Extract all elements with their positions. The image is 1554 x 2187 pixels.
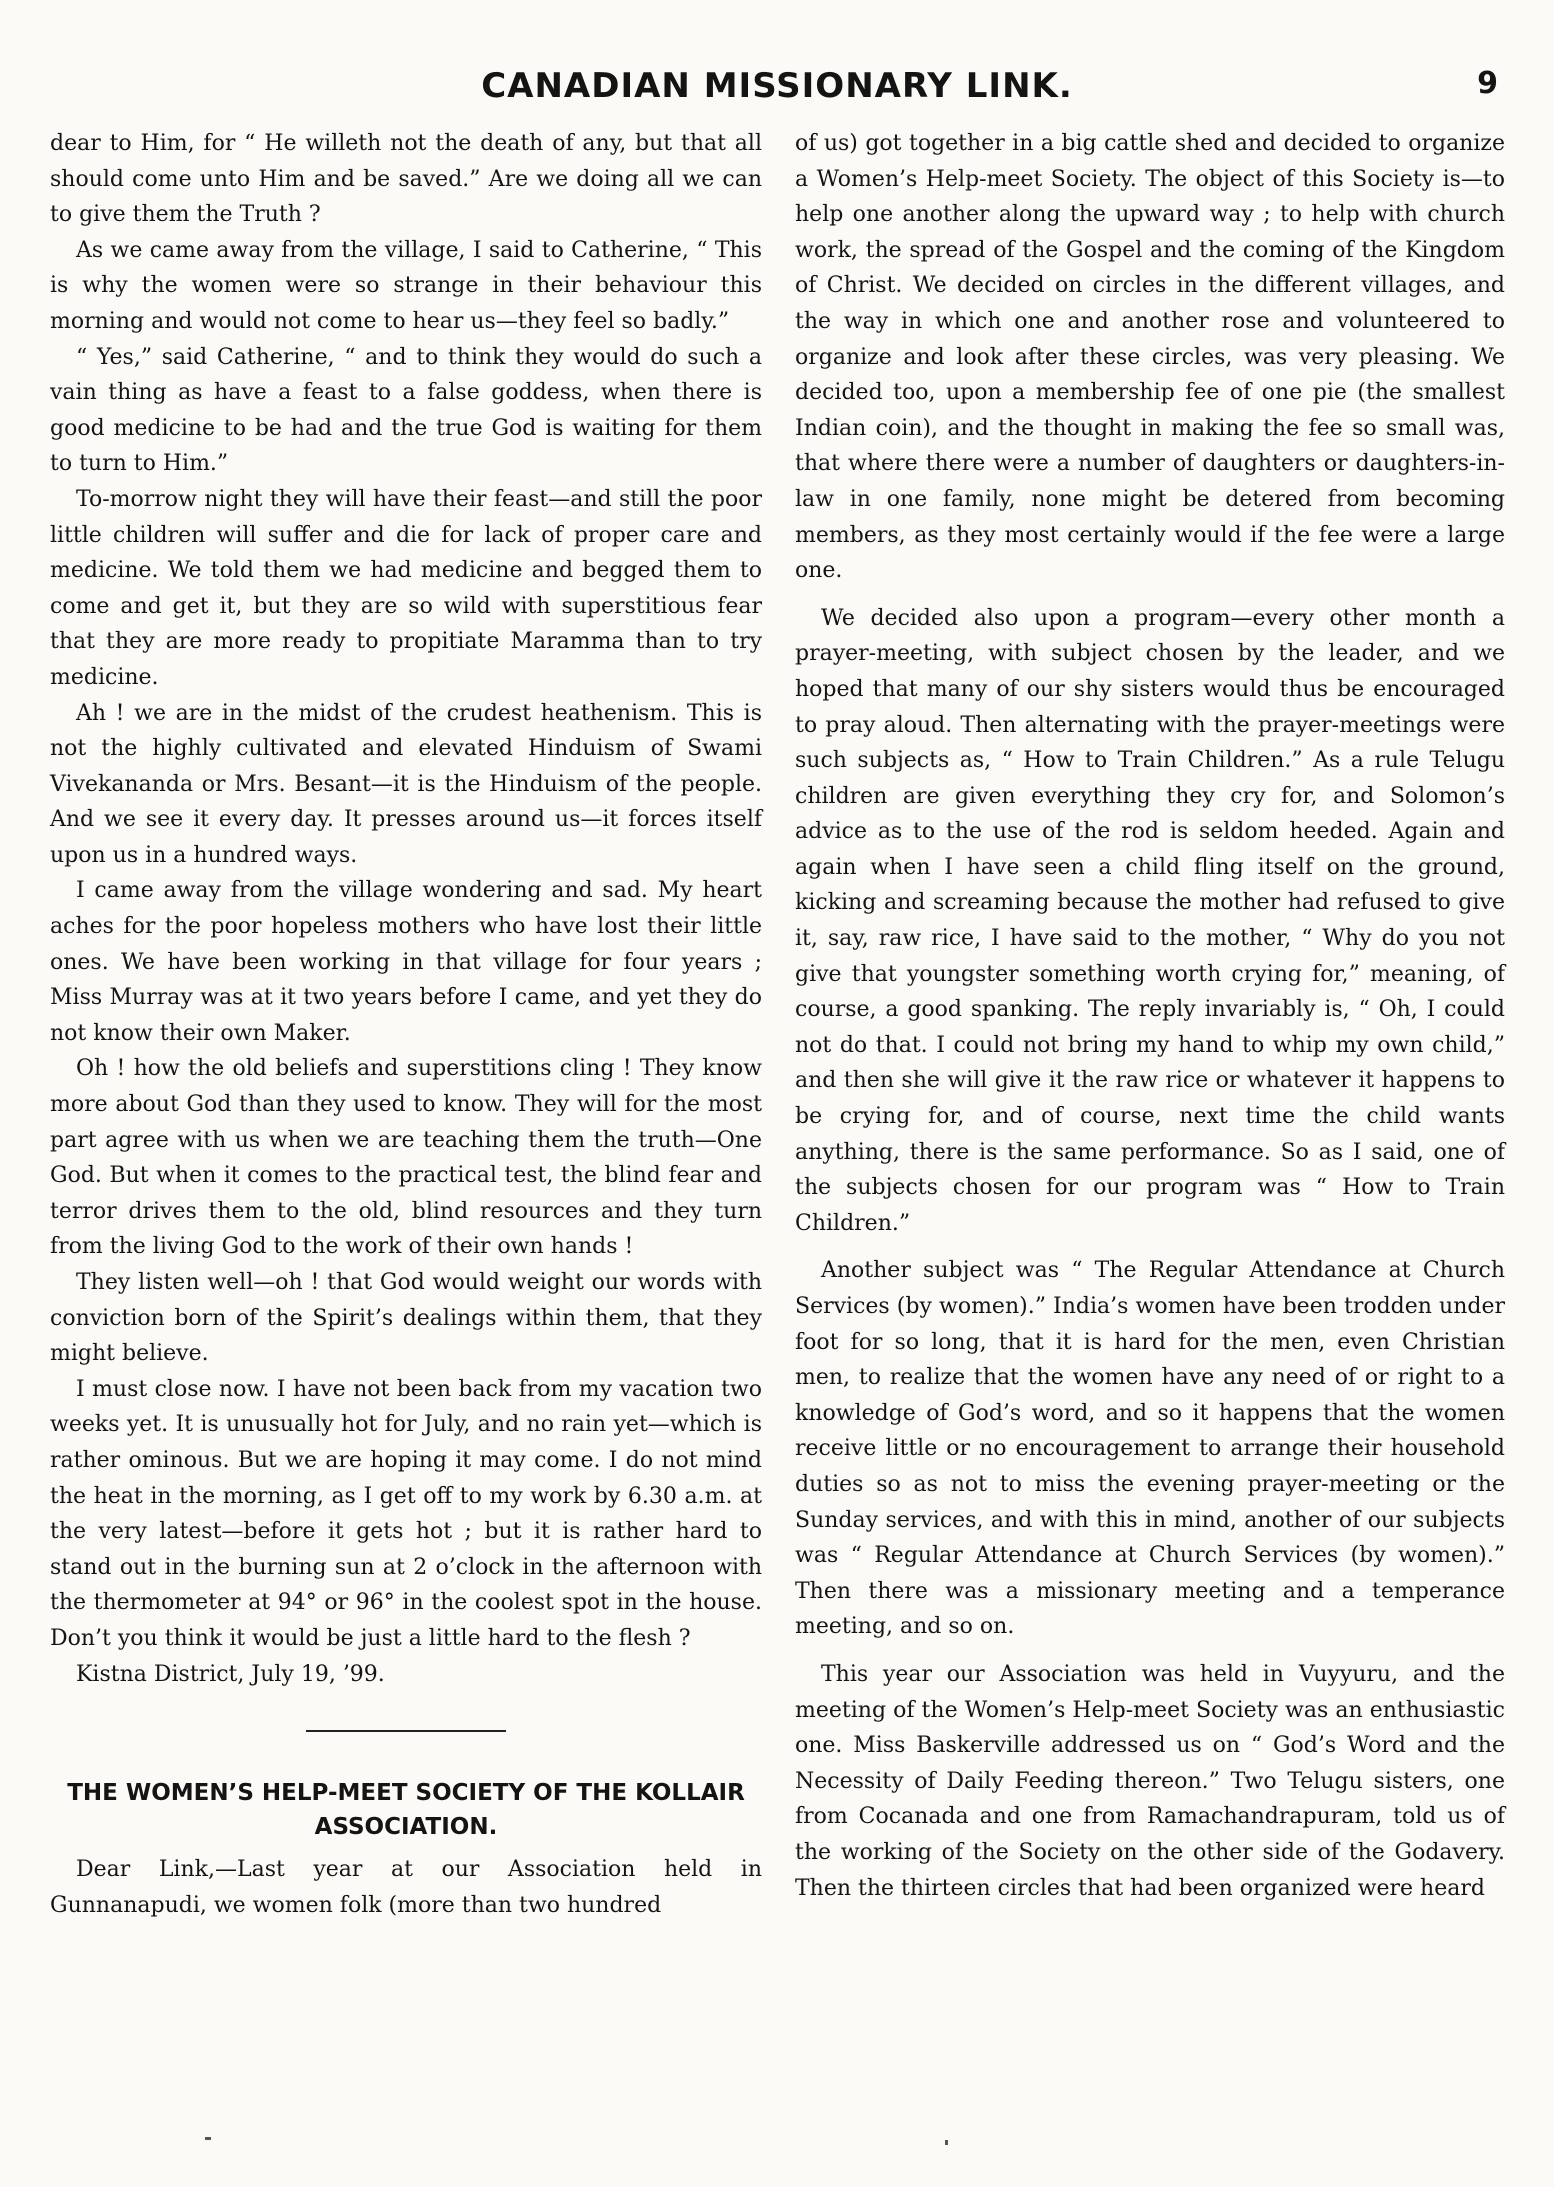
paragraph: I must close now. I have not been back from my vacation two weeks yet. It is unusually hot for July, and no rain yet—which is rather ominous. But we are hoping it may come. I do not mind the heat in the morning, as I get off to my work by 6.30 a.m. at the very latest—before it gets hot ; but it is rather hard to stand out in the burning sun at 2 o’clock in the afternoon with the thermometer at 94° or 96° in the coolest spot in the house. Don’t you think it would be just a little hard to the flesh ? — [50, 1376, 762, 1651]
section-divider — [306, 1730, 506, 1732]
paragraph: Oh ! how the old beliefs and superstitions cling ! They know more about God than they used to know. They will for the most part agree with us when we are teaching them the truth—One God. But when it comes to the practical test, the blind fear and terror drives them to the old, blind resources and they turn from the living God to the work of their own hands ! — [50, 1056, 762, 1260]
paragraph: of us) got together in a big cattle shed and decided to organize a Women’s Help-meet Society. The object of this Society is—to help one another along the upward way ; to help with church work, the spread of the Gospel and the coming of the Kingdom of Christ. We decided on circles in the different villages, and the way in which one and another rose and volunteered to organize and look after these circles, was very pleasing. We decided too, upon a membership fee of one pie (the smallest Indian coin), and the thought in making the fee so small was, that where there were a number of daughters or daughters-in-law in one family, none might be detered from becoming members, as they most certainly would if the fee were a large one. — [795, 131, 1505, 584]
print-speck — [205, 2137, 211, 2140]
paragraph: I came away from the village wondering and sad. My heart aches for the poor hopeless mothers who have lost their little ones. We have been working in that village for four years ; Miss Murray was at it two years before I came, and yet they do not know their own Maker. — [50, 878, 762, 1046]
paragraph: Dear Link,—Last year at our Association held in Gunnanapudi, we women folk (more than two hundred — [50, 1857, 762, 1918]
right-column — [795, 126, 1505, 1906]
page-number: 9 — [1477, 66, 1498, 101]
dateline-signature: Kistna District, July 19, ’99. — [76, 1661, 385, 1687]
paragraph: “ Yes,” said Catherine, “ and to think they would do such a vain thing as have a feast to a false goddess, when there is good medicine to be had and the true God is waiting for them to turn to Him.” — [50, 344, 762, 477]
section-heading: THE WOMEN’S HELP-MEET SOCIETY OF THE KOLLAIR ASSOCIATION. — [67, 1780, 745, 1841]
masthead — [0, 66, 1554, 110]
print-speck — [945, 2140, 948, 2145]
paragraph: We decided also upon a program—every other month a prayer-meeting, with subject chosen by the leader, and we hoped that many of our shy sisters would thus be encouraged to pray aloud. Then alternating with the prayer-meetings were such subjects as, “ How to Train Children.” As a rule Telugu children are given everything they cry for, and Solomon’s advice as to the use of the rod is seldom heeded. Again and again when I have seen a child fling itself on the ground, kicking and screaming because the mother had refused to give it, say, raw rice, I have said to the mother, “ Why do you not give that youngster something worth crying for,” meaning, of course, a good spanking. The reply invariably is, “ Oh, I could not do that. I could not bring my hand to whip my own child,” and then she will give it the raw rice or whatever it happens to be crying for, and of course, next time the child wants anything, there is the same performance. So as I said, one of the subjects chosen for our program was “ How to Train Children.” — [795, 605, 1505, 1236]
paragraph: Ah ! we are in the midst of the crudest heathenism. This is not the highly cultivated and elevated Hinduism of Swami Vivekananda or Mrs. Besant—it is the Hinduism of the people. And we see it every day. It presses around us—it forces itself upon us in a hundred ways. — [50, 700, 762, 868]
publication-title: CANADIAN MISSIONARY LINK. — [481, 66, 1073, 106]
paragraph: dear to Him, for “ He willeth not the death of any, but that all should come unto Him and be saved.” Are we doing all we can to give them the Truth ? — [50, 131, 762, 228]
left-column — [50, 126, 762, 1923]
paragraph: They listen well—oh ! that God would weight our words with conviction born of the Spirit’s dealings within them, that they might believe. — [50, 1270, 762, 1367]
paragraph: To-morrow night they will have their feast—and still the poor little children will suffer and die for lack of proper care and medicine. We told them we had medicine and begged them to come and get it, but they are so wild with superstitious fear that they are more ready to propitiate Maramma than to try medicine. — [50, 486, 762, 690]
paragraph: This year our Association was held in Vuyyuru, and the meeting of the Women’s Help-meet Society was an enthusiastic one. Miss Baskerville addressed us on “ God’s Word and the Necessity of Daily Feeding thereon.” Two Telugu sisters, one from Cocanada and one from Ramachandrapuram, told us of the working of the Society on the other side of the Godavery. Then the thirteen circles that had been organized were heard — [795, 1661, 1505, 1901]
paragraph: Another subject was “ The Regular Attendance at Church Services (by women).” India’s women have been trodden under foot for so long, that it is hard for the men, even Christian men, to realize that the women have any need of or right to a knowledge of God’s word, and so it happens that the women receive little or no encouragement to arrange their household duties so as not to miss the evening prayer-meeting or the Sunday services, and with this in mind, another of our subjects was “ Regular Attendance at Church Services (by women).” Then there was a missionary meeting and a temperance meeting, and so on. — [795, 1258, 1505, 1640]
paragraph: As we came away from the village, I said to Catherine, “ This is why the women were so strange in their behaviour this morning and would not come to hear us—they feel so badly.” — [50, 237, 762, 334]
